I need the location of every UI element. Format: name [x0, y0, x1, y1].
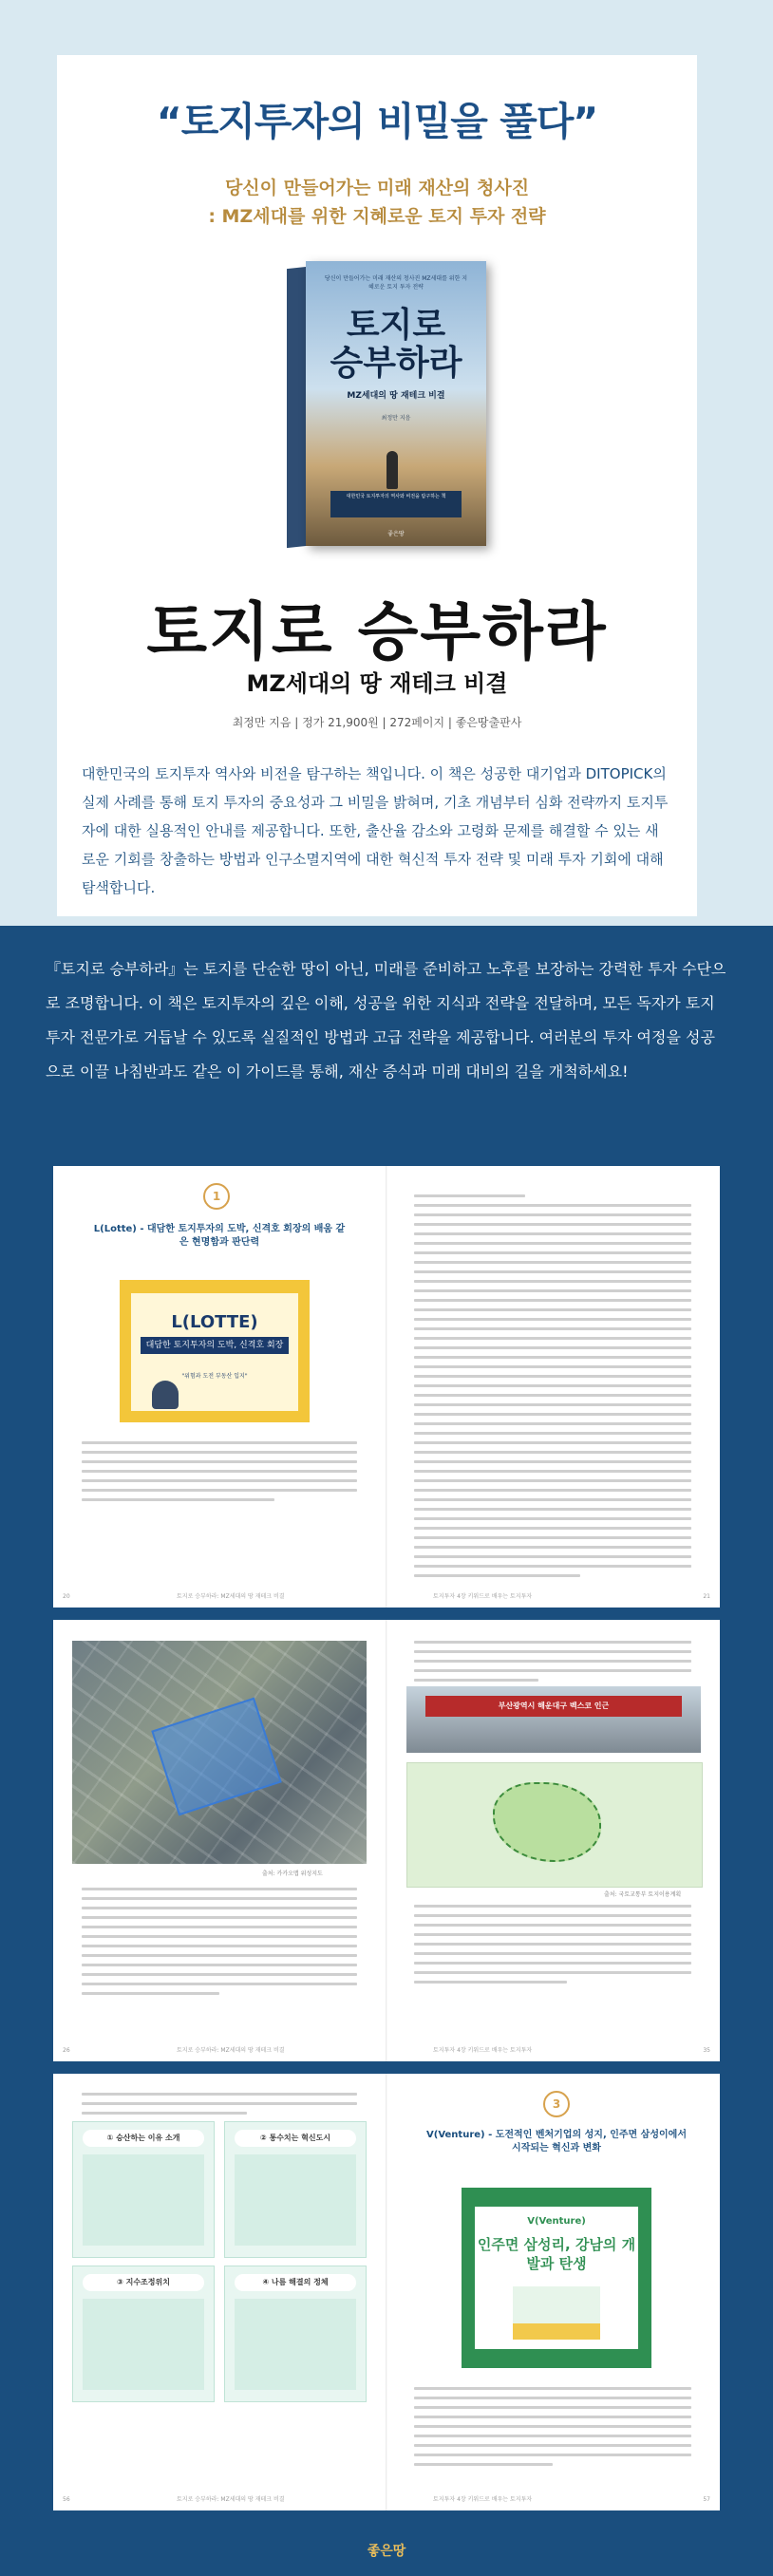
intro-paragraph: 『토지로 승부하라』는 토지를 단순한 땅이 아닌, 미래를 준비하고 노후를 보장하는 강력한 투자 수단으로 조명합니다. 이 책은 토지투자의 깊은 이해, 성공을 위한 지식과 전략을 전달하며, 모든 독자가 토지투자 전문가로 거듭날 수 있도록 실질적인 방법과 고급 전략을 제공합니다. 여러분의 투자 여정을 성공으로 이끌 나침반과도 같은 이 가이드를 통해, 재산 증식과 미래 대비의 길을 개척하세요!	[46, 960, 726, 1081]
city-illustration	[513, 2286, 600, 2340]
land-use-map-image	[406, 1762, 703, 1888]
book-title: 토지로 승부하라	[146, 595, 608, 668]
infographic-grid	[72, 2121, 367, 2406]
book-cover-image	[287, 261, 486, 551]
infographic-card-3	[72, 2266, 215, 2402]
section-title: V(Venture) - 도전적인 벤처기업의 성지, 인주면 삼성이에서 시작되는 혁신과 변화	[426, 2130, 687, 2153]
cover-blurb: 당신이 만들어가는 미래 재산의 청사진 MZ세대를 위한 지혜로운 토지 투자 전략	[324, 275, 468, 291]
portrait-icon	[152, 1381, 179, 1409]
book-meta: 최정만 지음 | 정가 21,900원 | 272페이지 | 좋은땅출판사	[232, 716, 522, 729]
cover-subtitle: MZ세대의 땅 재테크 비결	[347, 391, 445, 401]
map-caption-right: 출처: 국토교통부 토지이용계획	[604, 1891, 682, 1898]
venture-card-image	[462, 2188, 651, 2368]
page-number-right: 57	[703, 2496, 710, 2503]
footer-left: 토지로 승부하라: MZ세대의 땅 재테크 비결	[177, 2047, 285, 2054]
street-photo-image	[406, 1686, 701, 1753]
cover-author: 최정만 지음	[381, 415, 411, 422]
body-text-left	[82, 1888, 357, 2002]
venture-card-title: 인주면 삼성리, 강남의 개발과 탄생	[477, 2236, 636, 2272]
footer-right: 토지투자 4장 키워드로 배우는 토지투자	[433, 2047, 533, 2054]
infographic-card-body	[235, 2299, 356, 2390]
venture-card-small: V(Venture)	[527, 2216, 586, 2227]
lotte-card-title: L(LOTTE)	[171, 1312, 258, 1332]
sample-spread-3	[53, 2074, 720, 2510]
infographic-card-4	[224, 2266, 367, 2402]
body-text-right-top	[414, 1641, 691, 1688]
book-spine	[287, 267, 306, 548]
footer-right: 토지투자 4장 키워드로 배우는 토지투자	[433, 1593, 533, 1600]
page-number-right: 21	[703, 1593, 710, 1600]
infographic-card-label: ① 승산하는 이유 소개	[83, 2130, 204, 2147]
infographic-card-1	[72, 2121, 215, 2258]
chapter-number-badge: 3	[543, 2091, 570, 2117]
footer-right: 토지투자 4장 키워드로 배우는 토지투자	[433, 2496, 533, 2503]
cover-publisher: 좋은땅	[387, 531, 405, 537]
book-subtitle: MZ세대의 땅 재테크 비결	[246, 670, 508, 697]
book-description: 대한민국의 토지투자 역사와 비전을 탐구하는 책입니다. 이 책은 성공한 대기업과 DITOPICK의 실제 사례를 통해 토지 투자의 중요성과 그 비밀을 밝혀며, 기초 개념부터 심화 전략까지 토지투자에 대한 실용적인 안내를 제공합니다. 또한, 출산율 감소와 고령화 문제를 해결할 수 있는 새로운 기회를 창출하는 방법과 인구소멸지역에 대한 혁신적 투자 전략 및 미래 투자 기회에 대해 탐색합니다.	[82, 765, 669, 896]
highlighted-zone	[151, 1698, 281, 1816]
page-number-left: 56	[63, 2496, 70, 2503]
infographic-card-label: ④ 나름 해결의 정체	[235, 2274, 356, 2291]
land-parcel-shape	[493, 1782, 601, 1862]
cover-title	[306, 307, 486, 383]
publisher-logo: 좋은땅	[367, 2544, 406, 2559]
cover-title-line1: 토지로	[346, 306, 446, 345]
body-text-right	[414, 1905, 691, 1990]
sample-spread-2	[53, 1620, 720, 2061]
page-number-left: 20	[63, 1593, 70, 1600]
spread-gutter	[386, 2074, 387, 2510]
lotte-card-inner	[131, 1293, 298, 1411]
hero-headline: “토지투자의 비밀을 풀다”	[156, 99, 598, 144]
infographic-card-body	[83, 2299, 204, 2390]
map-caption-left: 출처: 카카오맵 위성지도	[262, 1871, 323, 1877]
book-front-cover	[306, 261, 486, 546]
body-text-right	[414, 1194, 691, 1584]
hero-subtitle-line1: 당신이 만들어가는 미래 재산의 청사진	[224, 178, 530, 198]
footer-left: 토지로 승부하라: MZ세대의 땅 재테크 비결	[177, 2496, 285, 2503]
infographic-card-label: ② 통수치는 혁신도시	[235, 2130, 356, 2147]
infographic-card-body	[83, 2154, 204, 2246]
section-title: L(Lotte) - 대담한 토지투자의 도박, 신격호 회장의 배움 같은 현명함과 판단력	[93, 1224, 346, 1248]
sample-spread-1	[53, 1166, 720, 1608]
body-text-left	[82, 1441, 357, 1508]
street-sign: 부산광역시 해운대구 벡스코 인근	[425, 1696, 682, 1717]
lotte-card-caption: "위험과 도전 부동산 입지"	[181, 1373, 248, 1380]
lotte-card-image	[120, 1280, 310, 1422]
lotte-card-banner: 대담한 토지투자의 도박, 신격호 회장	[141, 1337, 289, 1354]
aerial-map-image	[72, 1641, 367, 1864]
venture-card-inner	[475, 2207, 638, 2349]
chapter-number-badge: 1	[203, 1183, 230, 1210]
infographic-card-label: ③ 지수조정위치	[83, 2274, 204, 2291]
page-number-right: 35	[703, 2047, 710, 2054]
hero-subtitle-line2: : MZ세대를 위한 지혜로운 토지 투자 전략	[208, 206, 546, 227]
spread-gutter	[386, 1166, 387, 1608]
body-text-left-top	[82, 2093, 357, 2121]
footer-left: 토지로 승부하라: MZ세대의 땅 재테크 비결	[177, 1593, 285, 1600]
cover-title-line2: 승부하라	[330, 344, 462, 383]
body-text-right	[414, 2387, 691, 2473]
infographic-card-body	[235, 2154, 356, 2246]
cover-person-figure	[386, 451, 398, 489]
page-number-left: 26	[63, 2047, 70, 2054]
spread-gutter	[386, 1620, 387, 2061]
infographic-card-2	[224, 2121, 367, 2258]
cover-text-box: 대한민국 토지투자의 역사와 비전을 탐구하는 책	[330, 491, 462, 517]
